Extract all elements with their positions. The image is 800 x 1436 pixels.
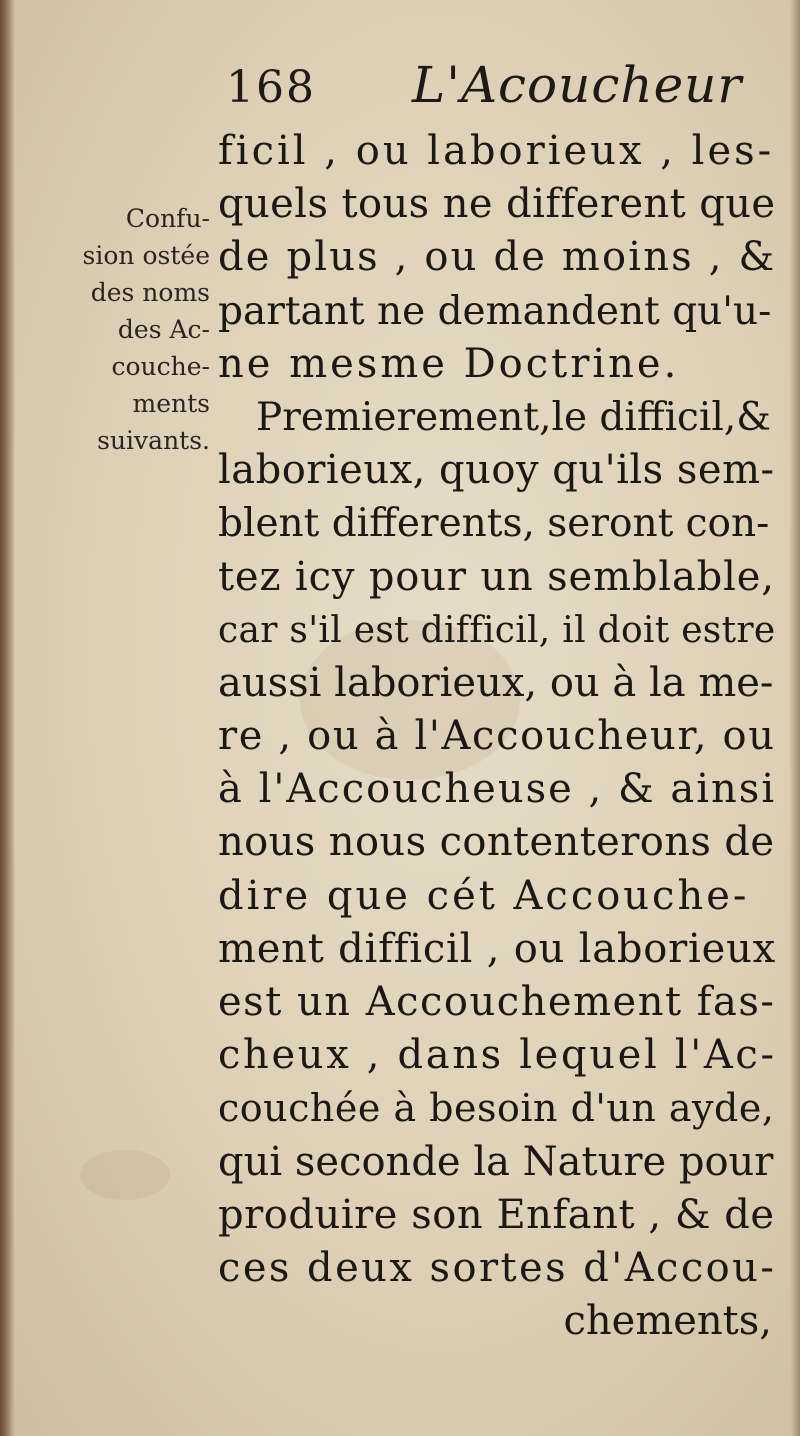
text-line: chements, <box>563 1298 772 1345</box>
text-line: re , ou à l'Accoucheur, ou <box>218 713 776 760</box>
text-line: ces deux sortes d'Accou- <box>218 1244 777 1291</box>
margin-note-line: des noms <box>90 278 210 307</box>
text-line: Premierement,le difficil,& <box>256 394 771 440</box>
text-line: qui seconde la Nature pour <box>218 1138 774 1185</box>
text-line: cheux , dans lequel l'Ac- <box>218 1032 777 1079</box>
text-line: ment difficil , ou laborieux <box>218 925 776 972</box>
page-header <box>226 52 746 122</box>
binding-edge <box>0 0 14 1436</box>
text-line: laborieux, quoy qu'ils sem- <box>218 447 775 494</box>
text-line: ficil , ou laborieux , les- <box>218 128 775 174</box>
running-head: L'Acoucheur <box>412 56 743 114</box>
page-number: 168 <box>226 62 316 113</box>
body-text <box>218 125 776 1348</box>
text-line: quels tous ne different que <box>218 181 776 228</box>
margin-note-line: ments <box>132 389 210 418</box>
text-line: couchée à besoin d'un ayde, <box>218 1086 775 1131</box>
text-line: dire que cét Accouche- <box>218 872 750 919</box>
text-line: partant ne demandent qu'u- <box>218 288 772 334</box>
text-line: tez icy pour un semblable, <box>218 553 775 600</box>
margin-note-line: des Ac- <box>117 315 210 344</box>
text-line: nous nous contenterons de <box>218 819 775 866</box>
text-line: aussi laborieux, ou à la me- <box>218 659 774 706</box>
margin-note-line: Confu- <box>125 204 210 233</box>
text-line: ne mesme Doctrine. <box>218 340 680 387</box>
margin-note-line: couche- <box>111 352 210 381</box>
text-line: est un Accouchement fas- <box>218 979 776 1025</box>
margin-note-line: suivants. <box>97 426 210 455</box>
text-line: produire son Enfant , & de <box>218 1191 775 1238</box>
text-line: de plus , ou de moins , & <box>218 234 777 281</box>
paper-stain <box>80 1150 170 1200</box>
margin-note-line: sion ostée <box>82 241 210 270</box>
text-line: car s'il est difficil, il doit estre <box>218 609 776 651</box>
text-line: blent differents, seront con- <box>218 501 770 547</box>
margin-note <box>50 200 220 459</box>
text-line: à l'Accoucheuse , & ainsi <box>218 766 777 813</box>
page-edge <box>790 0 800 1436</box>
